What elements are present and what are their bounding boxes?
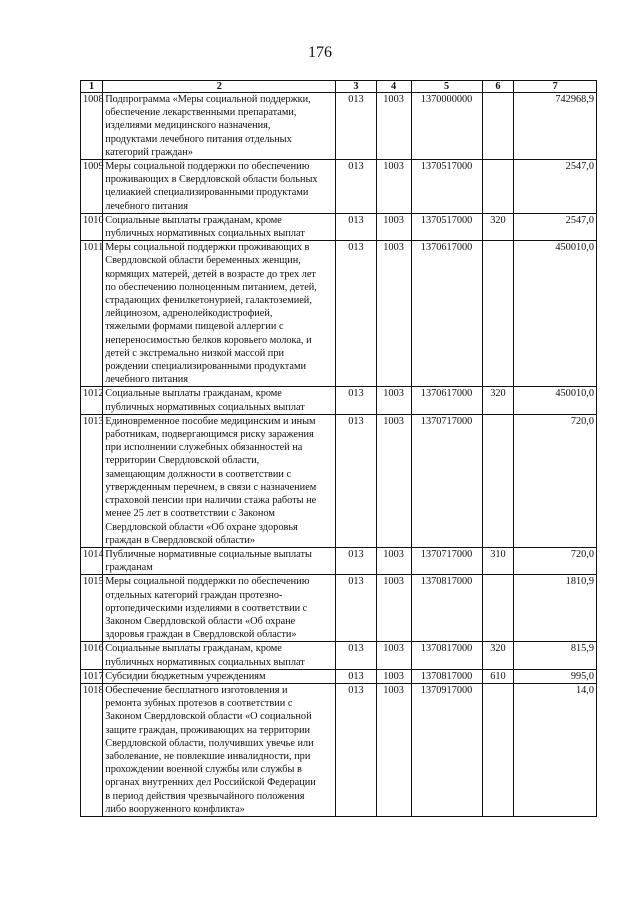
description-line: работникам, подвергающимся риску заражения (105, 429, 314, 441)
section-code: 1003 (376, 547, 411, 574)
section-code: 1003 (376, 414, 411, 547)
amount: 742968,9 (514, 93, 597, 160)
description-line: заболевание, не повлекшие инвалидности, при (105, 750, 311, 762)
page-number: 176 (308, 44, 332, 61)
description-line: Законом Свердловской области «Об охране (105, 615, 296, 627)
section-code: 1003 (376, 160, 411, 214)
ministry-code: 013 (336, 213, 376, 240)
table-row (81, 642, 597, 669)
expense-type-code (482, 241, 514, 387)
target-code: 1370517000 (411, 160, 482, 214)
description-line: защите граждан, проживающих на территории (105, 724, 311, 736)
description-line: Законом Свердловской области «О социальной (105, 711, 312, 723)
amount: 995,0 (514, 669, 597, 683)
header-cell: 3 (336, 81, 376, 93)
section-code: 1003 (376, 575, 411, 642)
expense-type-code (482, 414, 514, 547)
budget-table (80, 80, 597, 817)
expense-type-code: 320 (482, 213, 514, 240)
table-row (81, 414, 597, 547)
description-line: рождении специализированными продуктами (105, 361, 306, 373)
description-line: категорий граждан» (105, 146, 193, 158)
description-line: Свердловской области «Об охране здоровья (105, 521, 298, 533)
ministry-code: 013 (336, 414, 376, 547)
description-line: публичных нормативных социальных выплат (105, 228, 305, 240)
description-line: Субсидии бюджетным учреждениям (105, 670, 266, 682)
description-line: детей с экстремально низкой массой при (105, 347, 284, 359)
amount: 1810,9 (514, 575, 597, 642)
row-description (103, 213, 336, 240)
table-row (81, 669, 597, 683)
description-line: здоровья граждан в Свердловской области» (105, 629, 297, 641)
ministry-code: 013 (336, 669, 376, 683)
description-line: кормящих матерей, детей в возрасте до трех лет (105, 268, 316, 280)
row-number: 1016 (81, 642, 103, 669)
description-line: граждан в Свердловской области» (105, 534, 256, 546)
ministry-code: 013 (336, 642, 376, 669)
table-row (81, 213, 597, 240)
target-code: 1370817000 (411, 642, 482, 669)
ministry-code: 013 (336, 160, 376, 214)
description-line: лечебного питания (105, 374, 189, 386)
row-description (103, 160, 336, 214)
amount: 2547,0 (514, 213, 597, 240)
row-description (103, 387, 336, 414)
amount: 14,0 (514, 683, 597, 816)
amount: 450010,0 (514, 387, 597, 414)
row-description (103, 669, 336, 683)
description-line: Меры социальной поддержки по обеспечению (105, 161, 310, 173)
row-description (103, 642, 336, 669)
description-line: Единовременное пособие медицинским и иным (105, 415, 316, 427)
description-line: Социальные выплаты гражданам, кроме (105, 214, 282, 226)
header-cell: 6 (482, 81, 514, 93)
description-line: публичных нормативных социальных выплат (105, 401, 305, 413)
ministry-code: 013 (336, 575, 376, 642)
expense-type-code (482, 575, 514, 642)
expense-type-code: 610 (482, 669, 514, 683)
description-line: замещающим должности в соответствии с (105, 468, 292, 480)
description-line: менее 25 лет в соответствии с Законом (105, 508, 275, 520)
target-code: 1370817000 (411, 575, 482, 642)
amount: 2547,0 (514, 160, 597, 214)
row-description (103, 414, 336, 547)
description-line: ортопедическими изделиями в соответствии с (105, 602, 308, 614)
ministry-code: 013 (336, 683, 376, 816)
section-code: 1003 (376, 387, 411, 414)
amount: 720,0 (514, 547, 597, 574)
expense-type-code (482, 683, 514, 816)
ministry-code: 013 (336, 241, 376, 387)
description-line: Подпрограмма «Меры социальной поддержки, (105, 94, 311, 105)
expense-type-code: 310 (482, 547, 514, 574)
description-line: Социальные выплаты гражданам, кроме (105, 643, 282, 655)
table-row (81, 575, 597, 642)
description-line: отдельных категорий граждан протезно- (105, 589, 283, 601)
description-line: проживающих в Свердловской области больных (105, 174, 318, 186)
row-number: 1017 (81, 669, 103, 683)
header-cell: 2 (103, 81, 336, 93)
target-code: 1370617000 (411, 241, 482, 387)
description-line: обеспечение лекарственными препаратами, (105, 107, 297, 119)
description-line: по обеспечению полноценным питанием, детей, (105, 281, 317, 293)
description-line: лейцинозом, адренолейкодистрофией, (105, 308, 273, 320)
row-number: 1013 (81, 414, 103, 547)
description-line: в период действия чрезвычайного положения (105, 790, 305, 802)
amount: 815,9 (514, 642, 597, 669)
description-line: Меры социальной поддержки проживающих в (105, 242, 310, 254)
description-line: территории Свердловской области, (105, 455, 260, 467)
row-number: 1014 (81, 547, 103, 574)
description-line: гражданам (105, 562, 153, 574)
row-number: 1015 (81, 575, 103, 642)
description-line: тяжелыми формами пищевой аллергии с (105, 321, 284, 333)
description-line: Свердловской области, получивших увечье или (105, 737, 314, 749)
description-line: Свердловской области беременных женщин, (105, 255, 301, 267)
table-row (81, 160, 597, 214)
description-line: утвержденным перечнем, в связи с назначением (105, 481, 317, 493)
description-line: Обеспечение бесплатного изготовления и (105, 684, 288, 696)
target-code: 1370817000 (411, 669, 482, 683)
expense-type-code: 320 (482, 387, 514, 414)
ministry-code: 013 (336, 387, 376, 414)
section-code: 1003 (376, 669, 411, 683)
row-description (103, 93, 336, 160)
header-cell: 4 (376, 81, 411, 93)
row-number: 1010 (81, 213, 103, 240)
description-line: Меры социальной поддержки по обеспечению (105, 576, 310, 588)
row-description (103, 575, 336, 642)
amount: 720,0 (514, 414, 597, 547)
description-line: непереносимостью белков коровьего молока, и (105, 334, 312, 346)
table-row (81, 387, 597, 414)
row-description (103, 241, 336, 387)
ministry-code: 013 (336, 547, 376, 574)
header-cell: 1 (81, 81, 103, 93)
row-number: 1012 (81, 387, 103, 414)
section-code: 1003 (376, 93, 411, 160)
target-code: 1370717000 (411, 414, 482, 547)
description-line: органах внутренних дел Российской Федерации (105, 777, 316, 789)
target-code: 1370617000 (411, 387, 482, 414)
table-row (81, 93, 597, 160)
description-line: ремонта зубных протезов в соответствии с (105, 698, 293, 710)
target-code: 1370000000 (411, 93, 482, 160)
description-line: целиакией специализированными продуктами (105, 187, 309, 199)
section-code: 1003 (376, 213, 411, 240)
target-code: 1370517000 (411, 213, 482, 240)
ministry-code: 013 (336, 93, 376, 160)
section-code: 1003 (376, 241, 411, 387)
description-line: Публичные нормативные социальные выплаты (105, 548, 312, 560)
table-row (81, 683, 597, 816)
row-number: 1009 (81, 160, 103, 214)
description-line: изделиями медицинского назначения, (105, 120, 271, 132)
row-number: 1018 (81, 683, 103, 816)
row-description (103, 547, 336, 574)
description-line: страдающих фенилкетонурией, галактоземией, (105, 295, 312, 307)
section-code: 1003 (376, 683, 411, 816)
amount: 450010,0 (514, 241, 597, 387)
table-row (81, 241, 597, 387)
row-number: 1011 (81, 241, 103, 387)
header-cell: 5 (411, 81, 482, 93)
row-description (103, 683, 336, 816)
description-line: Социальные выплаты гражданам, кроме (105, 388, 282, 400)
target-code: 1370917000 (411, 683, 482, 816)
description-line: либо вооруженного конфликта» (105, 803, 245, 815)
header-row (81, 81, 597, 93)
table-body (81, 93, 597, 817)
expense-type-code (482, 160, 514, 214)
expense-type-code: 320 (482, 642, 514, 669)
description-line: лечебного питания (105, 200, 189, 212)
section-code: 1003 (376, 642, 411, 669)
expense-type-code (482, 93, 514, 160)
table-row (81, 547, 597, 574)
target-code: 1370717000 (411, 547, 482, 574)
description-line: при исполнении служебных обязанностей на (105, 442, 303, 454)
description-line: публичных нормативных социальных выплат (105, 656, 305, 668)
description-line: продуктами лечебного питания отдельных (105, 133, 292, 145)
row-number: 1008 (81, 93, 103, 160)
header-cell: 7 (514, 81, 597, 93)
description-line: страховой пенсии при наличии стажа работы не (105, 495, 317, 507)
description-line: прохождении военной службы или службы в (105, 764, 302, 776)
